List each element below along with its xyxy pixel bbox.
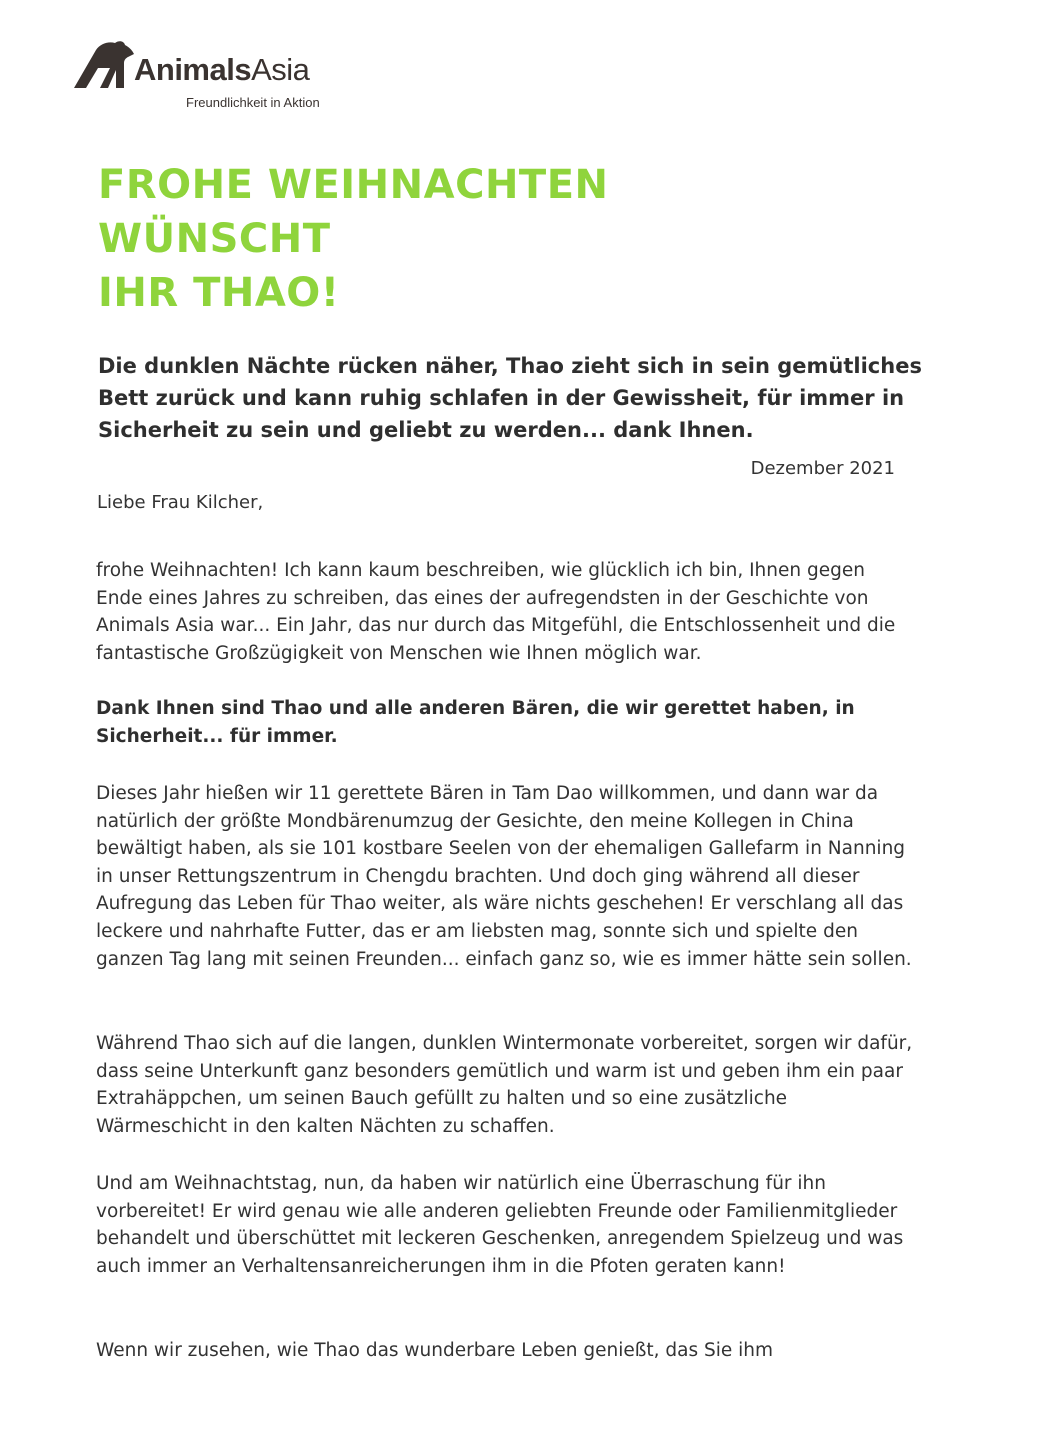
headline-line-1: FROHE WEIHNACHTEN bbox=[98, 162, 609, 208]
body-paragraph-1: frohe Weihnachten! Ich kann kaum beschreiben, wie glücklich ich bin, Ihnen gegen Ende eines Jahres zu schreiben, das eines der aufregendsten in der Geschichte von Animals Asia war... Ein Jahr, das nur durch das Mitgefühl, die Entschlossenheit und die fantastische Großzügigkeit von Menschen wie Ihnen möglich war. bbox=[96, 560, 896, 664]
headline bbox=[98, 158, 609, 320]
body-paragraph-6: Wenn wir zusehen, wie Thao das wunderbare Leben genießt, das Sie ihm bbox=[96, 1340, 774, 1361]
brand-part-1: Animals bbox=[134, 52, 252, 87]
bear-silhouette-icon bbox=[72, 38, 138, 90]
body-paragraph-3: Dieses Jahr hießen wir 11 gerettete Bären in Tam Dao willkommen, und dann war da natürlich der größte Mondbärenumzug der Gesichte, den meine Kollegen in China bewältigt haben, als sie 101 kostbare Seelen von der ehemaligen Gallefarm in Nanning in unser Rettungszentrum in Chengdu brachten. Und doch ging während all dieser Aufregung das Leben für Thao weiter, als wäre nichts geschehen! Er verschlang all das leckere und nahrhafte Futter, das er am liebsten mag, sonnte sich und spielte den ganzen Tag lang mit seinen Freunden... einfach ganz so, wie es immer hätte sein sollen. bbox=[96, 783, 912, 970]
intro-paragraph: Die dunklen Nächte rücken näher, Thao zieht sich in sein gemütliches Bett zurück und kann ruhig schlafen in der Gewissheit, für immer in Sicherheit zu sein und geliebt zu werden... dank Ihnen. bbox=[98, 354, 922, 442]
tagline: Freundlichkeit in Aktion bbox=[186, 95, 320, 110]
headline-line-2: WÜNSCHT bbox=[98, 216, 331, 262]
body-paragraph-4: Während Thao sich auf die langen, dunklen Wintermonate vorbereitet, sorgen wir dafür, dass seine Unterkunft ganz besonders gemütlich und warm ist und geben ihm ein paar Extrahäppchen, um seinen Bauch gefüllt zu halten und so eine zusätzliche Wärmeschicht in den kalten Nächten zu schaffen. bbox=[96, 1033, 913, 1137]
salutation: Liebe Frau Kilcher, bbox=[97, 492, 264, 513]
brand-part-2: Asia bbox=[251, 52, 310, 87]
body-paragraph-5: Und am Weihnachtstag, nun, da haben wir natürlich eine Überraschung für ihn vorbereitet! Er wird genau wie alle anderen geliebten Freunde oder Familienmitglieder behandelt und überschüttet mit leckeren Geschenken, anregendem Spielzeug und was auch immer an Verhaltensanreicherungen ihm in die Pfoten geraten kann! bbox=[96, 1173, 904, 1277]
logo bbox=[72, 34, 352, 114]
brand-name bbox=[134, 52, 309, 88]
headline-line-3: IHR THAO! bbox=[98, 270, 340, 316]
letter-date: Dezember 2021 bbox=[750, 458, 895, 479]
body-paragraph-2-bold: Dank Ihnen sind Thao und alle anderen Bären, die wir gerettet haben, in Sicherheit... für immer. bbox=[96, 698, 855, 747]
